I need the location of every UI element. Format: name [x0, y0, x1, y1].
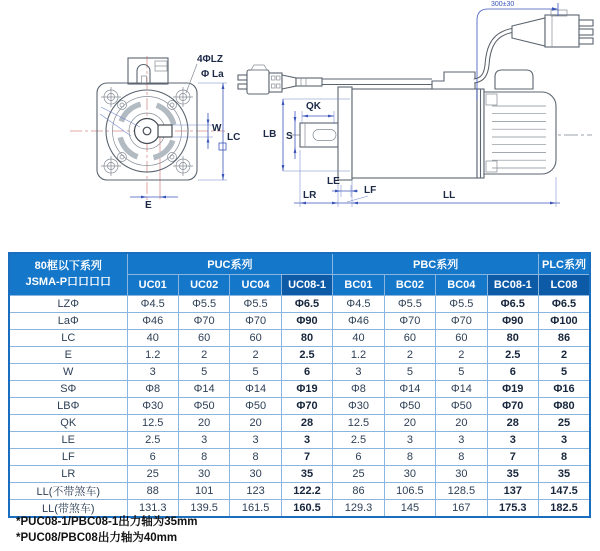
- column-header-BC02: BC02: [384, 275, 435, 296]
- cell-BC02-r7: 20: [384, 415, 435, 432]
- row-label-8: LE: [9, 432, 127, 449]
- corner-header-line: 80框以下系列: [34, 259, 102, 272]
- cell-UC08-1-r7: 28: [281, 415, 332, 432]
- dim-label-lc: LC: [227, 132, 241, 143]
- cell-UC01-r0: Φ4.5: [127, 296, 178, 313]
- table-row: [9, 381, 590, 398]
- row-label-4: W: [9, 364, 127, 381]
- row-label-10: LR: [9, 466, 127, 483]
- table-row: [9, 347, 590, 364]
- dim-label-4philz: 4ΦLZ: [197, 54, 223, 65]
- cell-UC02-r11: 101: [178, 483, 229, 500]
- cell-BC08-1-r12: 175.3: [487, 500, 538, 518]
- cell-BC08-1-r8: 3: [487, 432, 538, 449]
- dim-label-phila: Φ La: [201, 69, 224, 80]
- column-header-UC02: UC02: [178, 275, 229, 296]
- table-row: [9, 364, 590, 381]
- cell-UC01-r8: 2.5: [127, 432, 178, 449]
- cell-UC04-r7: 20: [230, 415, 281, 432]
- cell-BC08-1-r5: Φ19: [487, 381, 538, 398]
- cell-UC01-r11: 88: [127, 483, 178, 500]
- cell-BC08-1-r7: 28: [487, 415, 538, 432]
- cell-BC08-1-r11: 137: [487, 483, 538, 500]
- cell-UC08-1-r11: 122.2: [281, 483, 332, 500]
- cell-UC02-r4: 5: [178, 364, 229, 381]
- cell-UC04-r10: 30: [230, 466, 281, 483]
- cell-UC08-1-r9: 7: [281, 449, 332, 466]
- cell-UC02-r10: 30: [178, 466, 229, 483]
- cell-UC08-1-r5: Φ19: [281, 381, 332, 398]
- cell-UC02-r0: Φ5.5: [178, 296, 229, 313]
- header-group-row: [9, 253, 590, 275]
- cell-UC01-r6: Φ30: [127, 398, 178, 415]
- cell-UC02-r3: 2: [178, 347, 229, 364]
- column-header-UC04: UC04: [230, 275, 281, 296]
- cell-UC01-r2: 40: [127, 330, 178, 347]
- table-row: [9, 313, 590, 330]
- row-label-3: E: [9, 347, 127, 364]
- table-row: [9, 398, 590, 415]
- cell-BC02-r2: 60: [384, 330, 435, 347]
- cell-BC04-r5: Φ14: [436, 381, 487, 398]
- cell-UC04-r11: 123: [230, 483, 281, 500]
- cell-BC01-r3: 1.2: [333, 347, 384, 364]
- table-row: [9, 483, 590, 500]
- row-label-5: SΦ: [9, 381, 127, 398]
- table-corner-header: [9, 253, 127, 296]
- row-label-9: LF: [9, 449, 127, 466]
- cell-UC08-1-r6: Φ70: [281, 398, 332, 415]
- cell-UC08-1-r0: Φ6.5: [281, 296, 332, 313]
- cell-BC01-r2: 40: [333, 330, 384, 347]
- cell-BC01-r1: Φ46: [333, 313, 384, 330]
- table-row: [9, 466, 590, 483]
- cell-LC08-r2: 86: [539, 330, 591, 347]
- cell-BC08-1-r4: 6: [487, 364, 538, 381]
- cell-UC04-r2: 60: [230, 330, 281, 347]
- column-header-LC08: LC08: [539, 275, 591, 296]
- cell-BC01-r7: 12.5: [333, 415, 384, 432]
- cell-BC01-r5: Φ8: [333, 381, 384, 398]
- dim-label-s: S: [286, 131, 293, 142]
- cell-BC02-r6: Φ50: [384, 398, 435, 415]
- spec-table-header: [9, 253, 590, 296]
- cell-LC08-r10: 35: [539, 466, 591, 483]
- row-label-11: LL(不带煞车): [9, 483, 127, 500]
- dim-label-lb: LB: [263, 129, 277, 140]
- cell-BC04-r0: Φ5.5: [436, 296, 487, 313]
- cell-UC08-1-r1: Φ90: [281, 313, 332, 330]
- corner-header-line: JSMA-P口口口口: [25, 275, 112, 288]
- cell-BC08-1-r10: 35: [487, 466, 538, 483]
- cell-BC01-r0: Φ4.5: [333, 296, 384, 313]
- dim-label-le: LE: [327, 176, 340, 187]
- row-label-12: LL(带煞车): [9, 500, 127, 518]
- cell-UC01-r10: 25: [127, 466, 178, 483]
- column-header-BC04: BC04: [436, 275, 487, 296]
- cell-LC08-r8: 3: [539, 432, 591, 449]
- cell-BC02-r4: 5: [384, 364, 435, 381]
- column-header-UC08-1: UC08-1: [281, 275, 332, 296]
- spec-table-body: [9, 296, 590, 518]
- cell-BC02-r10: 30: [384, 466, 435, 483]
- cell-BC04-r9: 8: [436, 449, 487, 466]
- cell-UC02-r7: 20: [178, 415, 229, 432]
- cell-BC01-r9: 6: [333, 449, 384, 466]
- cell-UC02-r2: 60: [178, 330, 229, 347]
- cell-UC08-1-r12: 160.5: [281, 500, 332, 518]
- cell-UC08-1-r2: 80: [281, 330, 332, 347]
- cell-BC04-r12: 167: [436, 500, 487, 518]
- cell-LC08-r4: 5: [539, 364, 591, 381]
- cell-BC04-r11: 128.5: [436, 483, 487, 500]
- cell-UC01-r9: 6: [127, 449, 178, 466]
- cell-BC04-r10: 30: [436, 466, 487, 483]
- cell-UC01-r7: 12.5: [127, 415, 178, 432]
- cell-BC08-1-r3: 2.5: [487, 347, 538, 364]
- row-label-1: LaΦ: [9, 313, 127, 330]
- cell-LC08-r9: 8: [539, 449, 591, 466]
- cell-UC01-r12: 131.3: [127, 500, 178, 518]
- cell-BC01-r12: 129.3: [333, 500, 384, 518]
- cell-UC08-1-r3: 2.5: [281, 347, 332, 364]
- cell-BC02-r3: 2: [384, 347, 435, 364]
- cell-BC04-r6: Φ50: [436, 398, 487, 415]
- cell-BC02-r5: Φ14: [384, 381, 435, 398]
- cell-BC02-r8: 3: [384, 432, 435, 449]
- cell-UC04-r1: Φ70: [230, 313, 281, 330]
- dim-label-cable-length: 300±30: [491, 1, 515, 8]
- table-row: [9, 296, 590, 313]
- cell-UC04-r5: Φ14: [230, 381, 281, 398]
- cell-BC04-r2: 60: [436, 330, 487, 347]
- cell-BC08-1-r9: 7: [487, 449, 538, 466]
- cell-UC02-r1: Φ70: [178, 313, 229, 330]
- power-connector-drawing: [512, 10, 593, 47]
- cell-BC08-1-r1: Φ90: [487, 313, 538, 330]
- cell-LC08-r0: Φ6.5: [539, 296, 591, 313]
- footnote-1: *PUC08-1/PBC08-1出力轴为35mm: [16, 516, 198, 528]
- cell-UC04-r9: 8: [230, 449, 281, 466]
- table-row: [9, 415, 590, 432]
- cell-UC08-1-r8: 3: [281, 432, 332, 449]
- table-row: [9, 432, 590, 449]
- cell-LC08-r1: Φ100: [539, 313, 591, 330]
- dim-label-w: W: [212, 123, 222, 134]
- cell-UC02-r5: Φ14: [178, 381, 229, 398]
- cell-BC01-r8: 2.5: [333, 432, 384, 449]
- cell-BC02-r11: 106.5: [384, 483, 435, 500]
- cell-BC08-1-r0: Φ6.5: [487, 296, 538, 313]
- column-header-BC08-1: BC08-1: [487, 275, 538, 296]
- cell-BC02-r0: Φ5.5: [384, 296, 435, 313]
- cell-BC04-r7: 20: [436, 415, 487, 432]
- cell-UC02-r6: Φ50: [178, 398, 229, 415]
- table-row: [9, 330, 590, 347]
- spec-table: [8, 252, 591, 518]
- group-header-0: PUC系列: [127, 253, 333, 275]
- cell-LC08-r3: 2: [539, 347, 591, 364]
- cell-BC01-r4: 3: [333, 364, 384, 381]
- cell-BC01-r10: 25: [333, 466, 384, 483]
- cell-UC01-r4: 3: [127, 364, 178, 381]
- cell-UC08-1-r4: 6: [281, 364, 332, 381]
- cell-BC02-r12: 145: [384, 500, 435, 518]
- cell-UC01-r1: Φ46: [127, 313, 178, 330]
- side-view-drawing: [288, 10, 593, 180]
- footnote-2: *PUC08/PBC08出力轴为40mm: [16, 532, 178, 545]
- group-header-2: PLC系列: [539, 253, 591, 275]
- cell-LC08-r7: 25: [539, 415, 591, 432]
- cell-UC01-r5: Φ8: [127, 381, 178, 398]
- column-header-BC01: BC01: [333, 275, 384, 296]
- cell-UC02-r8: 3: [178, 432, 229, 449]
- cell-UC04-r12: 161.5: [230, 500, 281, 518]
- cell-BC01-r6: Φ30: [333, 398, 384, 415]
- dim-label-lr: LR: [303, 190, 317, 201]
- cell-BC01-r11: 86: [333, 483, 384, 500]
- cell-UC02-r9: 8: [178, 449, 229, 466]
- cell-BC04-r8: 3: [436, 432, 487, 449]
- cell-UC04-r4: 5: [230, 364, 281, 381]
- cell-UC04-r8: 3: [230, 432, 281, 449]
- cell-BC02-r9: 8: [384, 449, 435, 466]
- cell-UC04-r3: 2: [230, 347, 281, 364]
- cell-UC04-r6: Φ50: [230, 398, 281, 415]
- row-label-0: LZΦ: [9, 296, 127, 313]
- cell-BC02-r1: Φ70: [384, 313, 435, 330]
- table-row: [9, 449, 590, 466]
- dim-label-e: E: [145, 200, 152, 211]
- cell-LC08-r11: 147.5: [539, 483, 591, 500]
- row-label-7: QK: [9, 415, 127, 432]
- dim-label-lf: LF: [364, 185, 377, 196]
- cell-UC04-r0: Φ5.5: [230, 296, 281, 313]
- cell-BC08-1-r6: Φ70: [487, 398, 538, 415]
- cell-LC08-r6: Φ80: [539, 398, 591, 415]
- technical-drawings: [0, 0, 600, 250]
- cell-UC02-r12: 139.5: [178, 500, 229, 518]
- cell-BC04-r1: Φ70: [436, 313, 487, 330]
- cell-LC08-r5: Φ16: [539, 381, 591, 398]
- group-header-1: PBC系列: [333, 253, 539, 275]
- footnotes: [16, 514, 198, 546]
- dim-label-qk: QK: [306, 101, 321, 112]
- drawings-svg: [0, 0, 600, 250]
- cell-UC01-r3: 1.2: [127, 347, 178, 364]
- column-header-UC01: UC01: [127, 275, 178, 296]
- cell-BC08-1-r2: 80: [487, 330, 538, 347]
- cell-UC08-1-r10: 35: [281, 466, 332, 483]
- row-label-2: LC: [9, 330, 127, 347]
- cell-BC04-r3: 2: [436, 347, 487, 364]
- cell-LC08-r12: 182.5: [539, 500, 591, 518]
- row-label-6: LBΦ: [9, 398, 127, 415]
- dim-label-ll: LL: [443, 190, 456, 201]
- cell-BC04-r4: 5: [436, 364, 487, 381]
